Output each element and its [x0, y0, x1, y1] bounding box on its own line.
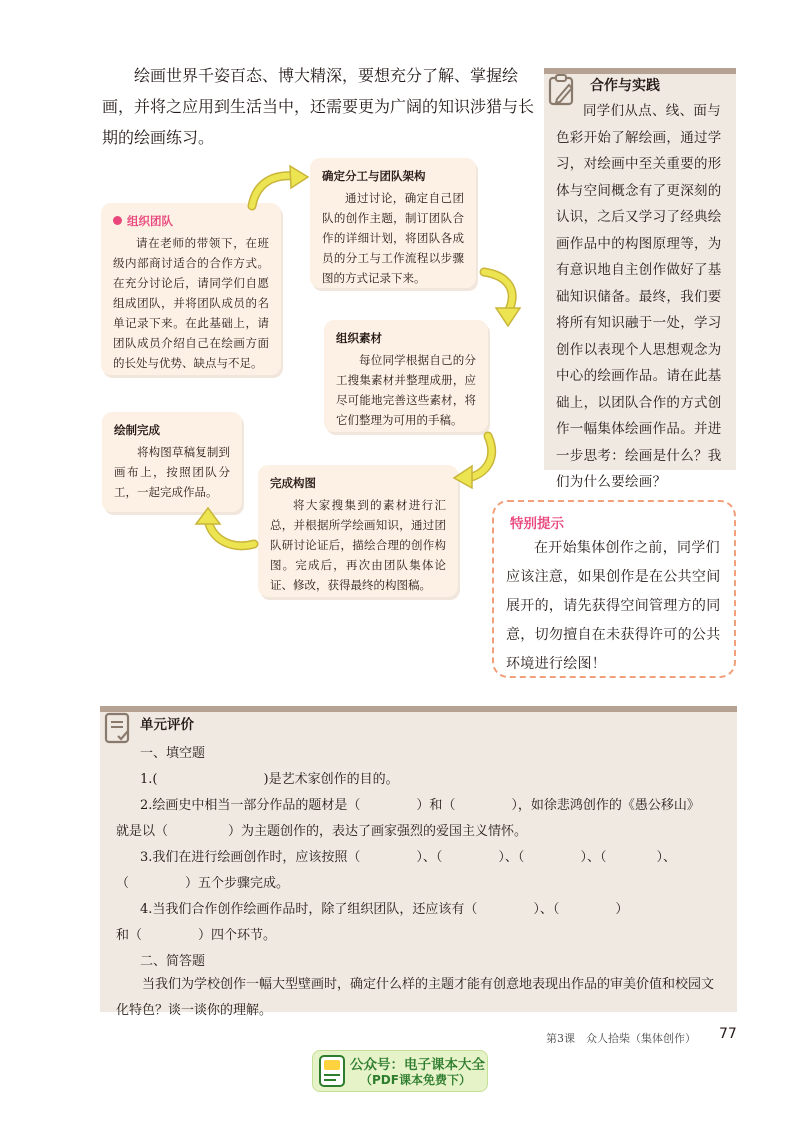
q4-part-b: 和（ — [116, 928, 143, 943]
question-1 — [140, 768, 754, 787]
q1-number: 1. — [140, 772, 153, 787]
q3-end: ）、 — [656, 850, 676, 865]
step-title-team-text: 组织团队 — [127, 214, 173, 228]
question-3-line-2 — [116, 872, 730, 891]
q1-close: ) — [263, 772, 269, 787]
q2-part-b: ）和（ — [416, 798, 456, 813]
step-card-material — [324, 320, 488, 432]
step-title-finish: 绘制完成 — [114, 423, 160, 437]
step-title-material: 组织素材 — [336, 331, 382, 345]
watermark-line-2: （PDF课本免费下） — [360, 1073, 471, 1087]
q3-sep-2: ）、（ — [498, 850, 525, 865]
q3-part-c: ）五个步骤完成。 — [185, 876, 290, 891]
intro-paragraph: 绘画世界千姿百态、博大精深，要想充分了解、掌握绘画，并将之应用到生活当中，还需要更为广阔的知识涉猎与长期的绘画练习。 — [102, 66, 535, 147]
bullet-dot-icon — [113, 216, 122, 225]
practice-title: 合作与实践 — [590, 78, 660, 94]
checklist-icon — [104, 712, 132, 746]
q3-part-a: 3.我们在进行绘画创作时，应该按照（ — [140, 850, 361, 865]
step-card-team — [101, 203, 281, 375]
flow-arrow-1-icon — [246, 162, 310, 210]
flow-arrow-2-icon — [478, 266, 524, 328]
q4-part-c: ）四个环节。 — [198, 928, 277, 943]
question-4-line-2 — [116, 924, 730, 943]
q1-open: ( — [152, 772, 158, 787]
question-2-line-1 — [140, 794, 754, 813]
question-2-line-2 — [116, 820, 730, 839]
evaluation-title: 单元评价 — [140, 717, 194, 733]
step-title-sketch: 完成构图 — [270, 476, 316, 490]
step-title-division: 确定分工与团队架构 — [322, 169, 426, 183]
step-title-team — [113, 213, 269, 229]
step-text-sketch: 将大家搜集到的素材进行汇总，并根据所学绘画知识，通过团队研讨论证后，描绘合理的创作构图。完成后，再次由团队集体论证、修改，获得最终的构图稿。 — [270, 498, 446, 592]
footer-lesson-title: 第3课 众人拾柴（集体创作） — [546, 1032, 696, 1045]
q2-part-e: ）为主题创作的，表达了画家强烈的爱国主义情怀。 — [228, 824, 528, 839]
q4-end: ） — [615, 902, 629, 917]
q4-part-a: 4.当我们合作创作绘画作品时，除了组织团队，还应该有（ — [140, 902, 478, 917]
q2-part-c: ），如徐悲鸿创作的《愚公移山》 — [511, 798, 700, 813]
flow-arrow-3-icon — [452, 432, 504, 490]
step-text-material: 每位同学根据自己的分工搜集素材并整理成册，应尽可能地完善这些素材，将它们整理为可用的手稿。 — [336, 353, 476, 427]
practice-text: 同学们从点、线、面与色彩开始了解绘画，通过学习，对绘画中至关重要的形体与空间概念有了更深刻的认识，之后又学习了经典绘画作品中的构图原理等，为有意识地自主创作做好了基础知识储备。最终，我们要将所有知识融于一处，学习创作以表现个人思想观念为中心的绘画作品。请在此基础上，以团队合作的方式创作一幅集体绘画作品。并进一步思考：绘画是什么？我们为什么要绘画？ — [556, 103, 722, 490]
step-card-sketch — [258, 465, 458, 597]
question-4-line-1 — [140, 898, 754, 917]
watermark-line-1: 公众号：电子课本大全 — [350, 1057, 485, 1073]
step-text-team: 请在老师的带领下，在班级内部商讨适合的合作方式。在充分讨论后，请同学们自愿组成团队，并将团队成员的名单记录下来。在此基础上，请团队成员介绍自己在绘画方面的长处与优势、缺点与不足。 — [113, 236, 269, 370]
section-fill-blank: 一、填空题 — [140, 746, 206, 761]
q1-after: 是艺术家创作的目的。 — [268, 772, 399, 787]
q2-part-d: 就是以（ — [116, 824, 169, 839]
q2-part-a: 2.绘画史中相当一部分作品的题材是（ — [140, 798, 361, 813]
q3-sep-1: ）、（ — [416, 850, 443, 865]
textbook-logo-icon — [318, 1054, 346, 1088]
step-card-finish — [102, 412, 242, 512]
q3-sep-3: ）、（ — [580, 850, 607, 865]
special-note-text: 在开始集体创作之前，同学们应该注意，如果创作是在公共空间展开的，请先获得空间管理方的同意，切勿擅自在未获得许可的公共环境进行绘图！ — [506, 540, 721, 672]
page-number: 77 — [719, 1026, 737, 1042]
special-note-title: 特别提示 — [510, 516, 564, 532]
q3-part-b: （ — [116, 876, 130, 891]
section-short-answer: 二、简答题 — [140, 954, 206, 969]
question-5: 当我们为学校创作一幅大型壁画时，确定什么样的主题才能有创意地表现出作品的审美价值和校园文化特色？谈一谈你的理解。 — [116, 977, 715, 1018]
step-text-division: 通过讨论，确定自己团队的创作主题，制订团队合作的详细计划，将团队各成员的分工与工作流程以步骤图的方式记录下来。 — [322, 191, 464, 285]
flow-arrow-4-icon — [196, 506, 258, 552]
q4-sep: ）、（ — [533, 902, 560, 917]
step-text-finish: 将构图草稿复制到画布上，按照团队分工，一起完成作品。 — [114, 445, 230, 499]
step-card-division — [310, 158, 476, 288]
question-3-line-1 — [140, 846, 754, 865]
